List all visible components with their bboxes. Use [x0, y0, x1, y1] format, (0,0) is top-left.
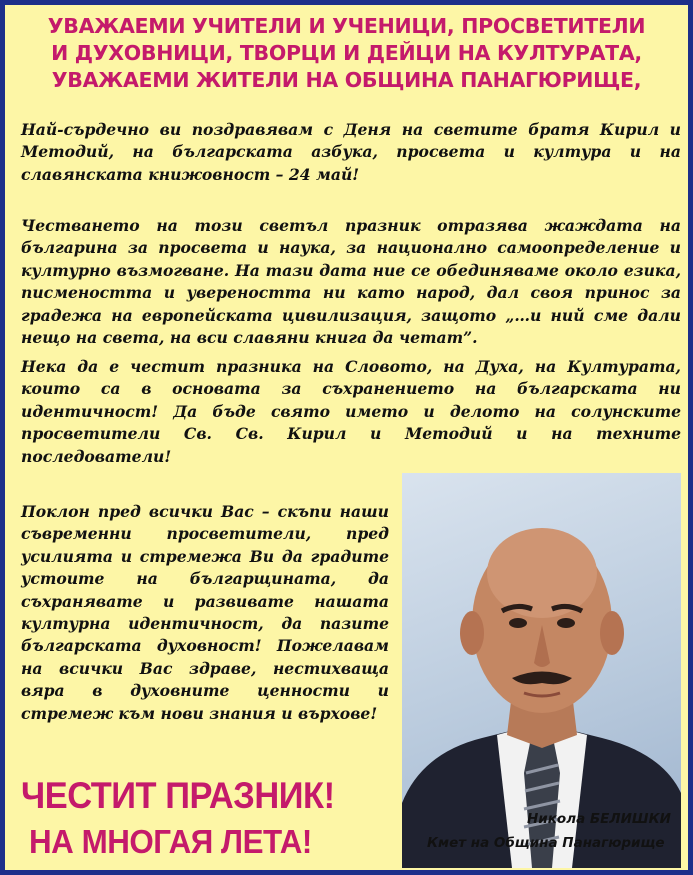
celebration-paragraph: Честването на този светъл празник отразява жаждата на българина за просвета и наука, за национално самоопределение и културно възмогване. На тази дата ние се обединяваме около езика, писмеността и увереността ни като народ, дал своя принос за градежа на европейската цивилизация, защото „…и ний сме дали нещо на света, на вси славяни книга да четат”. [21, 216, 681, 348]
header-line-2: И ДУХОВНИЦИ, ТВОРЦИ И ДЕЙЦИ НА КУЛТУРАТА, [51, 41, 642, 65]
slogan-line-1: ЧЕСТИТ ПРАЗНИК! [21, 775, 335, 816]
mayor-portrait [402, 473, 681, 868]
mayor-name: Никола БЕЛИШКИ [527, 811, 671, 827]
header-line-3: УВАЖАЕМИ ЖИТЕЛИ НА ОБЩИНА ПАНАГЮРИЩЕ, [51, 68, 642, 92]
header [15, 13, 678, 94]
portrait-illustration [402, 473, 681, 868]
tribute-paragraph: Поклон пред всички Вас – скъпи наши съвременни просветители, пред усилията и стремежа Ви да градите устоите на българщината, да съхранявате и развивате нашата културна идентичност, да пазите българската духовност! Пожелавам на всички Вас здраве, нестихваща вяра в духовните ценности и стремеж към нови знания и върхове! [21, 502, 389, 723]
mayor-title: Кмет на Община Панагюрище [427, 835, 665, 851]
greeting-paragraph: Най-сърдечно ви поздравявам с Деня на светите братя Кирил и Методий, на българската азбука, просвета и култура и на славянската книжовност – 24 май! [21, 120, 681, 184]
blessing-paragraph: Нека да е честит празника на Словото, на Духа, на Културата, които са в основата за съхранението на българската ни идентичност! Да бъде свято името и делото на солунските просветители Св. Св. Кирил и Методий и на техните последователи! [21, 357, 681, 466]
slogan-line-2: НА МНОГАЯ ЛЕТА! [29, 823, 312, 860]
header-line-1: УВАЖАЕМИ УЧИТЕЛИ И УЧЕНИЦИ, ПРОСВЕТИТЕЛИ [47, 14, 646, 38]
